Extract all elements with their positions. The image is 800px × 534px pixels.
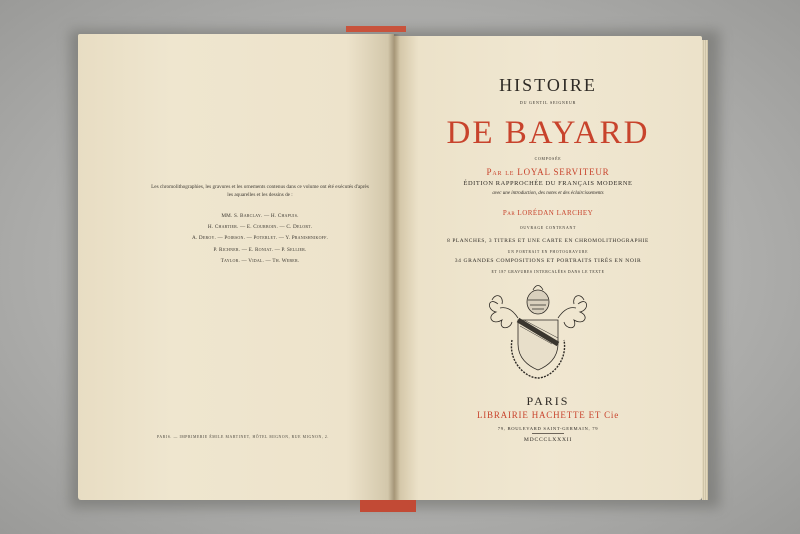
engravings-line: ET 187 GRAVURES INTERCALÉES DANS LE TEXTE [491, 270, 605, 274]
illustrator-names [150, 211, 370, 267]
author-loyal-serviteur: Par le LOYAL SERVITEUR [486, 167, 610, 177]
publication-year: MDCCCLXXXII [523, 437, 573, 443]
title-histoire: HISTOIRE [499, 75, 597, 95]
plates-line: 8 PLANCHES, 3 TITRES ET UNE CARTE EN CHROMOLITHOGRAPHIE [447, 238, 649, 244]
names-line: Taylor. — Vidal. — Th. Weber. [220, 257, 300, 264]
names-line: H. Chartier. — E. Courboin. — C. Delort. [207, 224, 313, 231]
names-line: P. Richner. — E. Roniat. — P. Sellier. [213, 246, 307, 253]
title-subtitle: DU GENTIL SEIGNEUR [519, 100, 577, 105]
gutter-shadow [388, 34, 400, 500]
publisher-address: 79, BOULEVARD SAINT-GERMAIN, 79 [497, 426, 599, 431]
introduction-line: avec une introduction, des notes et des éclaircissements [492, 191, 604, 196]
heraldic-crest-icon [478, 282, 598, 382]
page-edges [702, 40, 708, 500]
cover-edge-bottom [360, 498, 416, 512]
portrait-line: UN PORTRAIT EN PHOTOGRAVURE [507, 250, 589, 254]
names-line: A. Deroy. — Poirson. — Poterlet. — Y. Pranishnikoff. [191, 235, 329, 242]
printer-imprint: PARIS. — IMPRIMERIE ÉMILE MARTINET, HÔTEL MIGNON, RUE MIGNON, 2. [157, 435, 329, 439]
divider-rule [532, 433, 564, 434]
city-paris: PARIS [526, 394, 570, 408]
cover-edge-top [346, 26, 406, 32]
publisher-hachette: LIBRAIRIE HACHETTE ET Cie [476, 410, 620, 420]
title-composee: COMPOSÉE [534, 157, 562, 161]
compositions-line: 34 GRANDES COMPOSITIONS ET PORTRAITS TIRÉS EN NOIR [454, 258, 642, 264]
editor-larchey: Par LORÉDAN LARCHEY [502, 209, 594, 217]
edition-line: ÉDITION RAPPROCHÉE DU FRANÇAIS MODERNE [463, 180, 633, 187]
title-bayard: DE BAYARD [446, 115, 650, 151]
illustrators-credit: Les chromolithographies, les gravures et les ornements contenus dans ce volume ont été exécutés d'après les aquarelles et les dessins de : [151, 184, 369, 198]
contents-intro: OUVRAGE CONTENANT [519, 226, 577, 230]
names-line: MM. S. Barclay. — H. Chapuis. [221, 213, 299, 219]
